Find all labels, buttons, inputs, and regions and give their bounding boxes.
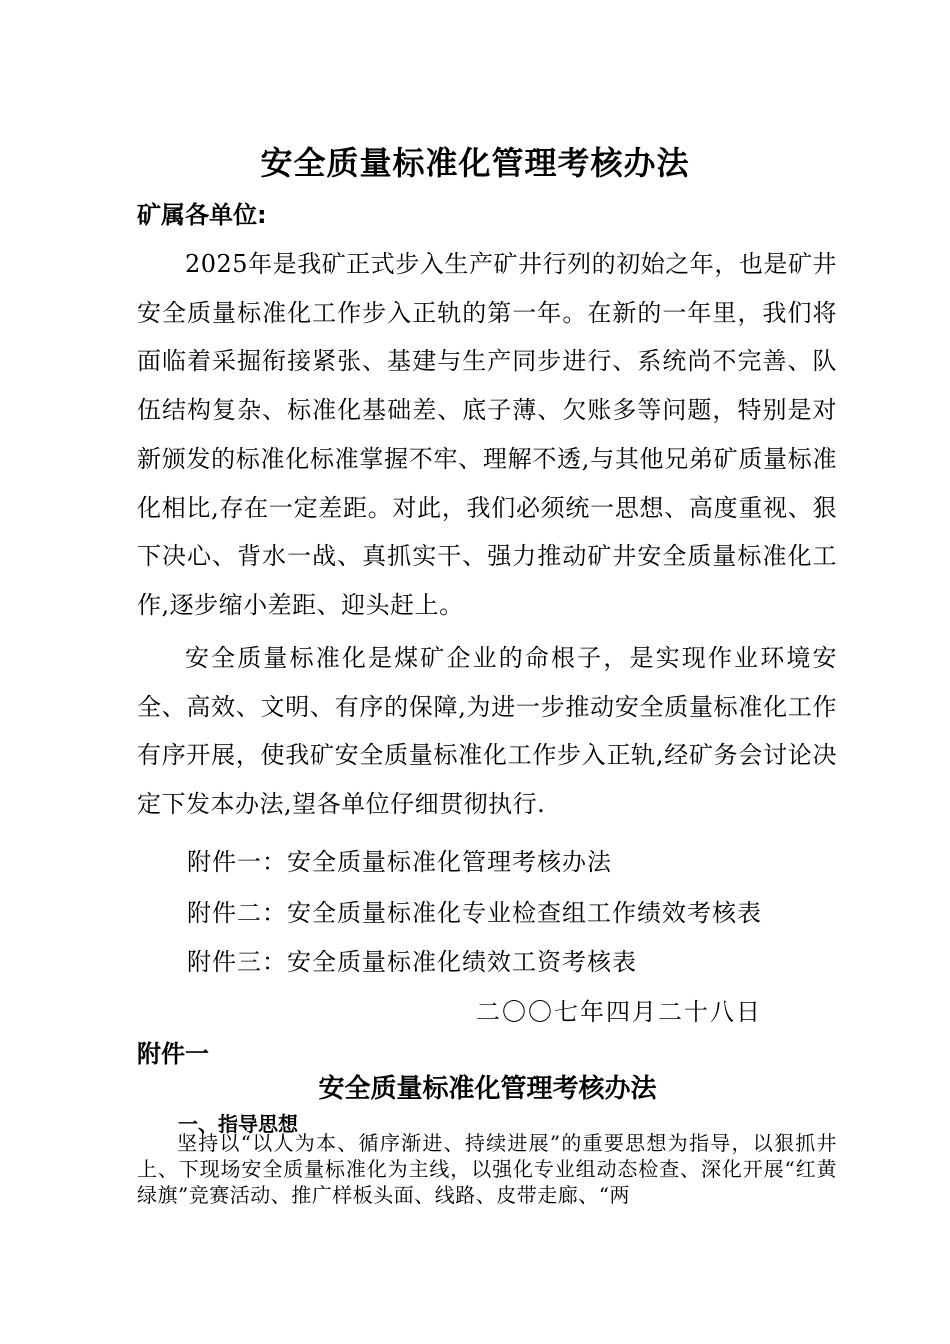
body-paragraph-1 (137, 240, 837, 630)
attachment-line-2: 附件二：安全质量标准化专业检查组工作绩效考核表 (187, 899, 762, 927)
section-body (137, 1130, 837, 1208)
attachment-line-1: 附件一：安全质量标准化管理考核办法 (187, 848, 612, 876)
body-paragraph-2 (137, 634, 837, 829)
section-text: 坚持以“以人为本、循序渐进、持续进展”的重要思想为指导，以狠抓井上、下现场安全质量标准化为主线，以强化专业组动态检查、深化开展“红黄绿旗”竞赛活动、推广样板头面、线路、皮带走廊、“两 (137, 1131, 837, 1207)
paragraph-text: 安全质量标准化是煤矿企业的命根子，是实现作业环境安全、高效、文明、有序的保障,为进一步推动安全质量标准化工作有序开展，使我矿安全质量标准化工作步入正轨,经矿务会讨论决定下发本办法,望各单位仔细贯彻执行. (137, 644, 837, 819)
appendix-title: 安全质量标准化管理考核办法 (318, 1074, 657, 1104)
appendix-label: 附件一 (137, 1040, 209, 1068)
document-date: 二〇〇七年四月二十八日 (476, 998, 762, 1026)
section-heading: 一、指导思想 (178, 1112, 298, 1136)
paragraph-text: 2025年是我矿正式步入生产矿井行列的初始之年，也是矿井安全质量标准化工作步入正轨的第一年。在新的一年里，我们将面临着采掘衔接紧张、基建与生产同步进行、系统尚不完善、队伍结构复杂、标准化基础差、底子薄、欠账多等问题，特别是对新颁发的标准化标准掌握不牢、理解不透,与其他兄弟矿质量标准化相比,存在一定差距。对此，我们必须统一思想、高度重视、狠下决心、背水一战、真抓实干、强力推动矿井安全质量标准化工作,逐步缩小差距、迎头赶上。 (137, 250, 837, 619)
salutation: 矿属各单位: (137, 201, 267, 229)
attachment-line-3: 附件三：安全质量标准化绩效工资考核表 (187, 948, 637, 976)
document-title: 安全质量标准化管理考核办法 (260, 144, 690, 182)
